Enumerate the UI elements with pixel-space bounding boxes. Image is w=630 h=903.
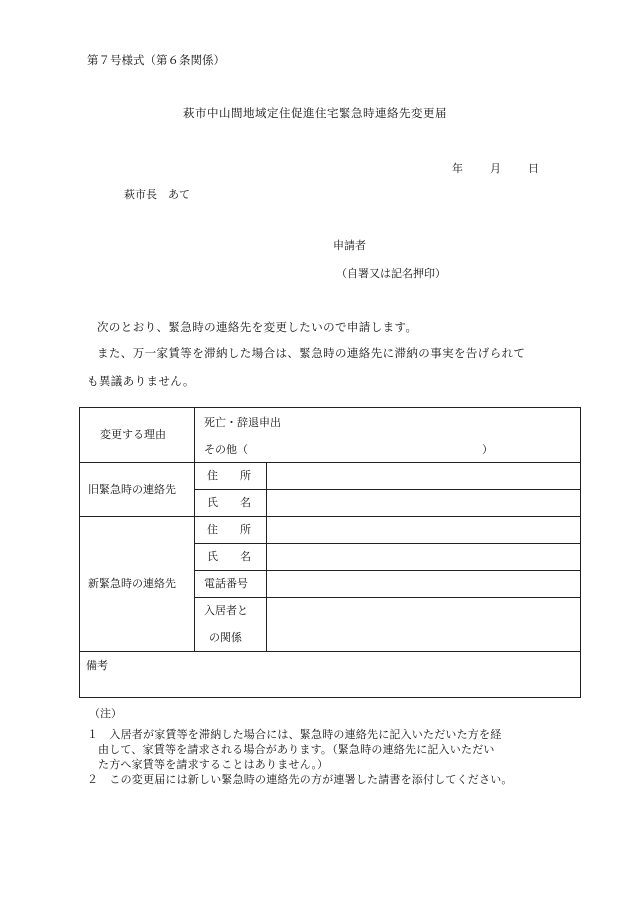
remarks-input[interactable] (81, 652, 579, 697)
reason-option-death[interactable]: 死亡・辞退申出 (204, 416, 281, 429)
old-name-input[interactable] (267, 490, 579, 515)
note-item-1-line-3: た方へ家賃等を請求することはありません。） (98, 758, 329, 771)
reason-other-input[interactable] (260, 442, 484, 456)
remarks-label: 備考 (86, 659, 108, 672)
relation-input[interactable] (267, 598, 579, 650)
notes-heading: （注） (89, 707, 122, 720)
date-day-label: 日 (528, 162, 539, 175)
new-name-label: 氏 名 (207, 550, 251, 563)
addressee: 萩市長 あて (124, 188, 190, 201)
old-name-label: 氏 名 (207, 496, 251, 509)
reason-option-other[interactable]: その他（ (204, 443, 248, 456)
old-address-input[interactable] (267, 463, 579, 488)
old-contact-label: 旧緊急時の連絡先 (88, 483, 176, 496)
date-month-label: 月 (490, 162, 501, 175)
note-item-1-line-2: 由して、家賃等を請求される場合があります。（緊急時の連絡先に記入いただい (98, 743, 495, 756)
body-line-3: も異議ありません。 (87, 374, 195, 388)
form-number: 第７号様式（第６条関係） (87, 53, 225, 67)
date-year-label: 年 (452, 162, 463, 175)
signature-note: （自署又は記名押印） (336, 267, 446, 280)
new-address-label: 住 所 (207, 523, 251, 536)
body-line-2: また、万一家賃等を滞納した場合は、緊急時の連絡先に滞納の事実を告げられて (97, 346, 526, 360)
applicant-label: 申請者 (333, 239, 366, 252)
change-form-table (79, 407, 581, 698)
page-title: 萩市中山間地域定住促進住宅緊急時連絡先変更届 (183, 106, 447, 120)
reason-label: 変更する理由 (100, 428, 166, 441)
table-divider (194, 408, 195, 651)
reason-option-other-close: ） (482, 443, 493, 456)
note-item-1-line-1: １ 入居者が家賃等を滞納した場合には、緊急時の連絡先に記入いただいた方を経 (87, 728, 502, 741)
new-name-input[interactable] (267, 544, 579, 569)
note-item-2: ２ この変更届には新しい緊急時の連絡先の方が連署した請書を添付してください。 (87, 773, 513, 786)
old-address-label: 住 所 (207, 469, 251, 482)
body-line-1: 次のとおり、緊急時の連絡先を変更したいので申請します。 (97, 320, 418, 334)
new-address-input[interactable] (267, 517, 579, 542)
relation-label-line-1: 入居者と (204, 604, 248, 617)
relation-label-line-2: の関係 (209, 631, 242, 644)
new-phone-input[interactable] (267, 571, 579, 596)
new-contact-label: 新緊急時の連絡先 (88, 577, 176, 590)
new-phone-label: 電話番号 (204, 577, 248, 590)
